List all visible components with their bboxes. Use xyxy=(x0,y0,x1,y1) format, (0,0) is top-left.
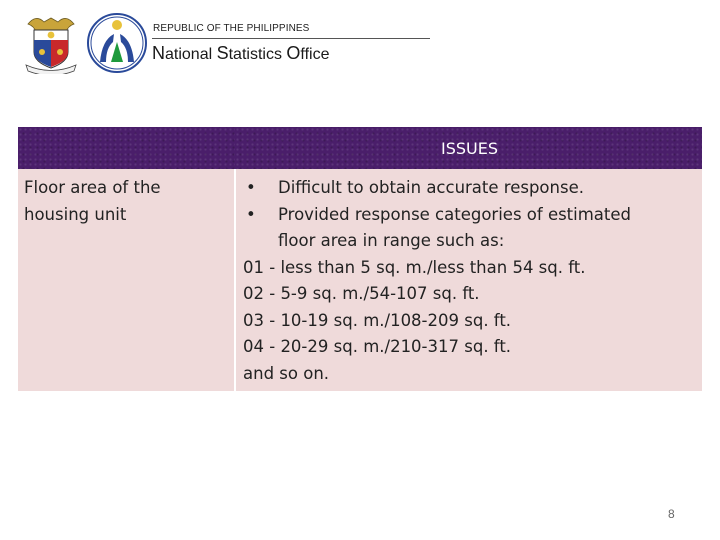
philippine-seal-icon xyxy=(22,10,80,74)
bullet-item: • Provided response categories of estimated xyxy=(246,204,632,224)
org-name: National Statistics Office xyxy=(152,43,330,63)
closing-text: and so on. xyxy=(243,363,330,383)
bullet-item: • Difficult to obtain accurate response. xyxy=(246,178,584,197)
header-divider xyxy=(152,38,430,39)
header-cell-issues: ISSUES xyxy=(235,127,702,169)
nso-logo-icon xyxy=(86,12,148,74)
header-cell-empty xyxy=(18,127,235,169)
bullet-continuation: floor area in range such as: xyxy=(278,231,505,250)
item-cell: Floor area of the housing unit xyxy=(18,169,235,391)
table-header-row xyxy=(18,127,702,169)
issues-cell xyxy=(235,169,702,391)
range-item: 03 - 10-19 sq. m./108-209 sq. ft. xyxy=(243,310,512,330)
table-row xyxy=(18,169,702,391)
issues-table xyxy=(18,127,702,391)
page-number: 8 xyxy=(668,507,675,521)
range-item: 04 - 20-29 sq. m./210-317 sq. ft. xyxy=(243,337,512,356)
range-item: 02 - 5-9 sq. m./54-107 sq. ft. xyxy=(243,284,480,303)
header xyxy=(0,0,720,90)
republic-label: REPUBLIC OF THE PHILIPPINES xyxy=(153,23,310,34)
range-item: 01 - less than 5 sq. m./less than 54 sq. ft. xyxy=(243,257,586,277)
